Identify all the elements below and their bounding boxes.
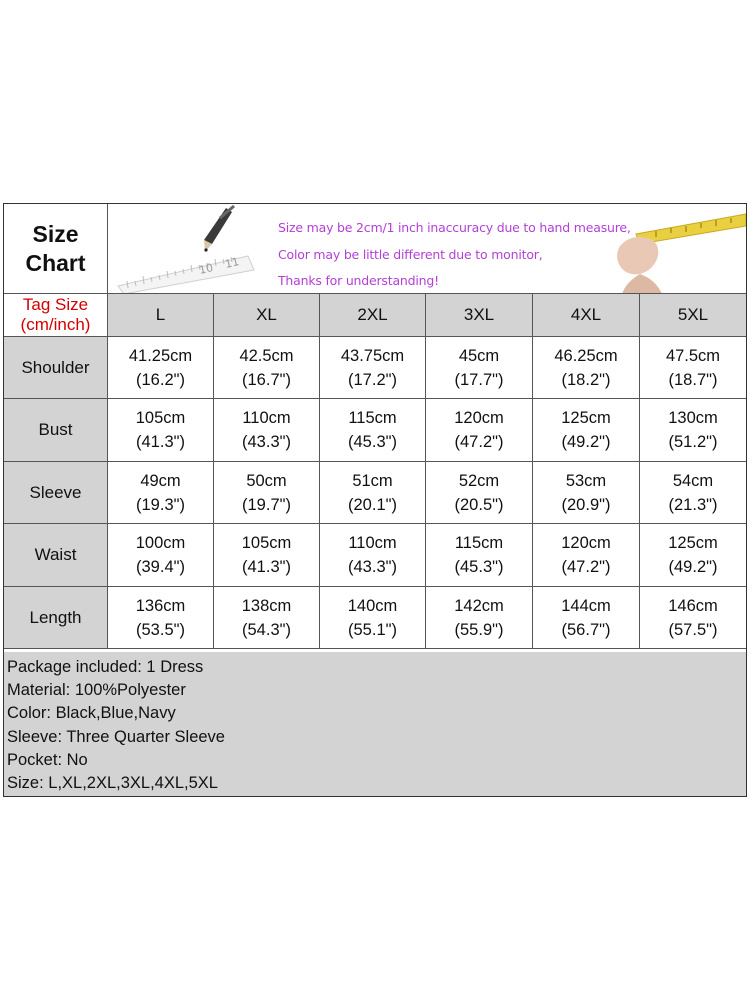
inch-value: (41.3") — [136, 433, 185, 451]
cm-value: 120cm — [454, 409, 504, 427]
cm-value: 144cm — [561, 596, 611, 615]
note-inaccuracy: Size may be 2cm/1 inch inaccuracy due to hand measure, — [278, 220, 631, 235]
table-cell — [214, 337, 320, 399]
inch-value: (16.7") — [242, 370, 291, 389]
cm-value: 140cm — [347, 596, 398, 615]
ruler-digit-11: 11 — [223, 255, 241, 271]
cm-value: 120cm — [561, 534, 611, 552]
cm-value: 142cm — [454, 596, 504, 615]
table-cell — [533, 587, 640, 649]
cm-value: 53cm — [565, 471, 607, 490]
cm-value: 54cm — [672, 471, 714, 490]
inch-value: (56.7") — [561, 620, 611, 639]
inch-value: (57.5") — [668, 620, 718, 639]
ruler-digit-10: 10 — [197, 261, 215, 277]
cm-value: 45cm — [458, 346, 500, 365]
inch-value: (21.3") — [668, 495, 718, 514]
row-label-length: Length — [4, 587, 108, 649]
cm-value: 41.25cm — [128, 346, 193, 365]
table-cell — [320, 462, 426, 524]
inch-value: (55.9") — [454, 620, 504, 639]
cm-value: 42.5cm — [239, 346, 294, 365]
table-cell — [640, 524, 746, 587]
tag-size-line2: (cm/inch) — [20, 315, 91, 334]
table-cell — [320, 524, 426, 587]
table-cell — [426, 462, 533, 524]
product-info — [4, 652, 746, 796]
table-cell — [214, 399, 320, 462]
table-cell — [640, 462, 746, 524]
info-package: Package included: 1 Dress — [7, 658, 204, 676]
table-cell — [214, 524, 320, 587]
chart-title — [4, 204, 108, 294]
cm-value: 115cm — [454, 534, 504, 552]
cm-value: 51cm — [352, 471, 393, 490]
cm-value: 105cm — [135, 409, 186, 427]
tag-size-label — [4, 294, 108, 337]
table-cell — [108, 587, 214, 649]
table-cell — [320, 337, 426, 399]
cm-value: 125cm — [668, 534, 718, 552]
inch-value: (49.2") — [668, 558, 718, 576]
table-cell — [533, 337, 640, 399]
table-cell — [108, 337, 214, 399]
row-label-waist: Waist — [4, 524, 108, 587]
info-pocket: Pocket: No — [7, 750, 88, 769]
ruler-pencil-illustration — [108, 204, 258, 294]
hand-tape-measure-illustration — [596, 204, 746, 294]
info-sleeve: Sleeve: Three Quarter Sleeve — [7, 727, 225, 746]
cm-value: 110cm — [348, 534, 397, 552]
size-header-l: L — [108, 294, 214, 337]
table-cell — [320, 399, 426, 462]
inch-value: (18.7") — [668, 370, 718, 389]
size-header-5xl: 5XL — [640, 294, 746, 337]
inch-value: (47.2") — [561, 558, 611, 576]
inch-value: (43.3") — [242, 433, 291, 451]
inch-value: (49.2") — [561, 433, 611, 451]
inch-value: (51.2") — [668, 433, 718, 451]
table-cell — [640, 399, 746, 462]
inch-value: (47.2") — [454, 433, 504, 451]
inch-value: (18.2") — [561, 370, 611, 389]
inch-value: (17.2") — [348, 370, 397, 389]
inch-value: (54.3") — [242, 620, 291, 639]
size-header-3xl: 3XL — [426, 294, 533, 337]
table-cell — [533, 524, 640, 587]
cm-value: 125cm — [561, 409, 611, 427]
inch-value: (19.7") — [242, 495, 291, 514]
inch-value: (53.5") — [136, 620, 185, 639]
table-cell — [640, 337, 746, 399]
table-cell — [108, 462, 214, 524]
size-header-4xl: 4XL — [533, 294, 640, 337]
cm-value: 115cm — [348, 409, 397, 427]
row-label-bust: Bust — [4, 399, 108, 462]
table-cell — [426, 337, 533, 399]
table-cell — [320, 587, 426, 649]
info-material: Material: 100%Polyester — [7, 681, 186, 700]
table-cell — [214, 587, 320, 649]
table-cell — [214, 462, 320, 524]
inch-value: (19.3") — [136, 495, 185, 514]
cm-value: 47.5cm — [665, 346, 721, 365]
table-cell — [533, 462, 640, 524]
table-cell — [533, 399, 640, 462]
inch-value: (43.3") — [348, 558, 397, 576]
note-thanks: Thanks for understanding! — [278, 273, 439, 288]
size-header-xl: XL — [214, 294, 320, 337]
measurement-banner — [108, 204, 746, 294]
table-cell — [108, 399, 214, 462]
inch-value: (55.1") — [348, 620, 397, 639]
chart-title-line2: Chart — [25, 249, 86, 276]
inch-value: (20.5") — [454, 495, 504, 514]
cm-value: 105cm — [241, 534, 292, 552]
cm-value: 49cm — [140, 471, 181, 490]
table-cell — [426, 399, 533, 462]
chart-title-line1: Size — [32, 220, 79, 247]
cm-value: 50cm — [246, 471, 287, 490]
inch-value: (16.2") — [136, 370, 185, 389]
inch-value: (45.3") — [454, 558, 504, 576]
cm-value: 110cm — [242, 409, 291, 427]
size-table — [4, 204, 746, 649]
cm-value: 146cm — [668, 596, 718, 615]
inch-value: (41.3") — [242, 558, 291, 576]
inch-value: (20.1") — [348, 495, 397, 514]
cm-value: 46.25cm — [554, 346, 618, 365]
inch-value: (17.7") — [454, 370, 504, 389]
size-header-2xl: 2XL — [320, 294, 426, 337]
table-cell — [640, 587, 746, 649]
cm-value: 136cm — [135, 596, 186, 615]
inch-value: (39.4") — [136, 558, 185, 576]
info-color: Color: Black,Blue,Navy — [7, 704, 176, 723]
table-cell — [108, 524, 214, 587]
cm-value: 52cm — [458, 471, 500, 490]
info-sizes: Size: L,XL,2XL,3XL,4XL,5XL — [7, 774, 218, 793]
size-chart — [3, 203, 747, 797]
table-cell — [426, 524, 533, 587]
cm-value: 138cm — [241, 596, 292, 615]
row-label-shoulder: Shoulder — [4, 337, 108, 399]
note-color: Color may be little different due to monitor, — [278, 247, 543, 262]
cm-value: 130cm — [668, 409, 718, 427]
table-cell — [426, 587, 533, 649]
inch-value: (20.9") — [561, 495, 611, 514]
tag-size-line1: Tag Size — [22, 295, 89, 314]
cm-value: 43.75cm — [340, 346, 405, 365]
inch-value: (45.3") — [348, 433, 397, 451]
row-label-sleeve: Sleeve — [4, 462, 108, 524]
cm-value: 100cm — [135, 534, 186, 552]
